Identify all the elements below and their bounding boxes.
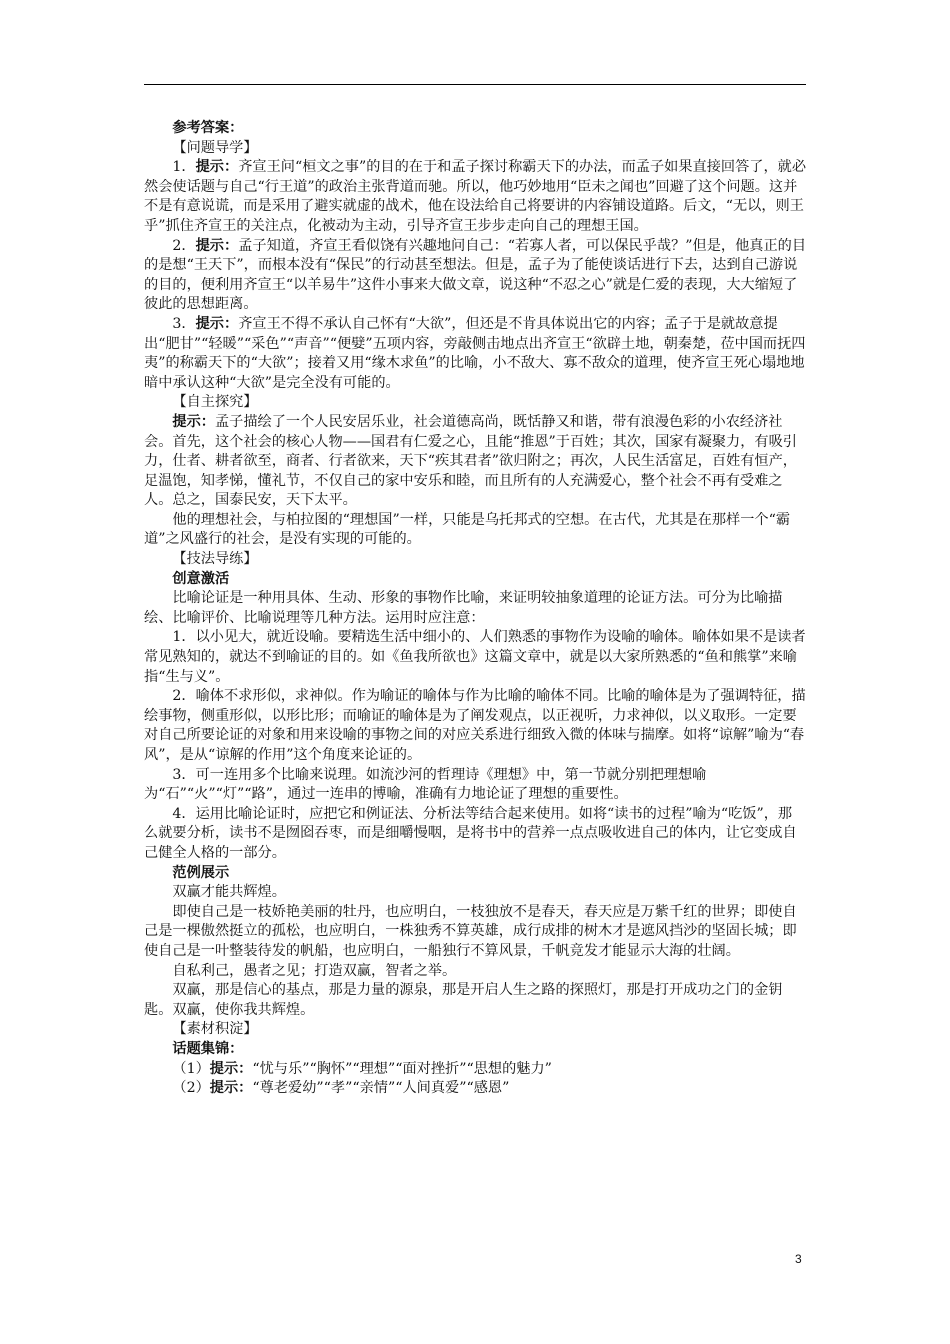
guide-item-1: 1．提示：齐宣王问“桓文之事”的目的在于和孟子探讨称霸天下的办法，而孟子如果直接回答了，就必然会使话题与自己“行王道”的政治主张背道而驰。所以，他巧妙地用“臣未之闻也”回避了这个问题。这并不是有意说谎，而是采用了避实就虚的战术，他在设法给自己将要讲的内容铺设道路。后文，“无以，则王乎”抓住齐宣王的关注点，化被动为主动，引导齐宣王步步走向自己的理想王国。 (144, 159, 807, 234)
document-body (144, 119, 806, 1099)
example-line-2: 即使自己是一枝娇艳美丽的牡丹，也应明白，一枝独放不是春天，春天应是万紫千红的世界；即使自己是一棵傲然挺立的孤松，也应明白，一株独秀不算英雄，成行成排的树木才是遮风挡沙的坚固长城；即使自己是一叶整装待发的帆船，也应明白，一船独行不算风景，千帆竞发才能显示大海的壮阔。 (144, 903, 797, 959)
skills-subheading-creative: 创意激活 (172, 570, 230, 587)
guide-item-2: 2．提示：孟子知道，齐宣王看似饶有兴趣地问自己：“若寡人者，可以保民乎哉？”但是，他真正的目的是想“王天下”，而根本没有“保民”的行动甚至想法。但是，孟子为了能使谈话进行下去，达到自己游说的目的，便利用齐宣王“以羊易牛”这件小事来大做文章，说这种“不忍之心”就是仁爱的表现，大大缩短了彼此的思想距离。 (144, 237, 807, 313)
explore-paragraph: 提示：孟子描绘了一个人民安居乐业，社会道德高尚，既恬静又和谐，带有浪漫色彩的小农经济社会。首先，这个社会的核心人物——国君有仁爱之心，且能“推恩”于百姓；其次，国家有凝聚力，有吸引力，仕者、耕者欲至，商者、行者欲来，天下“疾其君者”欲归附之；再次，人民生活富足，百姓有恒产，足温饱，知孝悌，懂礼节，不仅自己的家中安乐和睦，而且所有的人充满爱心，整个社会不再有受难之人。总之，国泰民安，天下太平。 (144, 413, 797, 509)
example-line-4: 双赢，那是信心的基点，那是力量的源泉，那是开启人生之路的探照灯，那是打开成功之门的金钥匙。双赢，使你我共辉煌。 (144, 982, 783, 1018)
example-line-3: 自私利己，愚者之见；打造双赢，智者之举。 (172, 962, 457, 979)
page-number: 3 (795, 1252, 802, 1266)
answer-title: 参考答案： (172, 120, 244, 136)
material-item-1: （1）提示：“忧与乐”“胸怀”“理想”“面对挫折”“思想的魅力” (172, 1060, 552, 1077)
skills-point-3: 3．可一连用多个比喻来说理。如流沙河的哲理诗《理想》中，第一节就分别把理想喻为“石”“火”“灯”“路”，通过一连串的博喻，准确有力地论证了理想的重要性。 (144, 766, 707, 803)
guide-item-3: 3．提示：齐宣王不得不承认自己怀有“大欲”，但还是不肯具体说出它的内容；孟子于是就故意提出“肥甘”“轻暖”“采色”“声音”“便嬖”五项内容，旁敲侧击地点出齐宣王“欲辟土地，朝秦楚，莅中国而抚四夷”的称霸天下的“大欲”；接着又用“缘木求鱼”的比喻，小不敌大、寡不敌众的道理，使齐宣王死心塌地地暗中承认这种“大欲”是完全没有可能的。 (144, 315, 806, 391)
section-header-explore: 【自主探究】 (172, 394, 258, 411)
skills-point-4: 4．运用比喻论证时，应把它和例证法、分析法等结合起来使用。如将“读书的过程”喻为“吃饭”，那么就要分析，读书不是囫囵吞枣，而是细嚼慢咽，是将书中的营养一点点吸收进自己的体内，让它变成自己健全人格的一部分。 (144, 805, 797, 861)
skills-point-2: 2．喻体不求形似，求神似。作为喻证的喻体与作为比喻的喻体不同。比喻的喻体是为了强调特征，描绘事物，侧重形似，以形比形；而喻证的喻体是为了阐发观点，以正视听，力求神似，以义取形。一定要对自己所要论证的对象和用来设喻的事物之间的对应关系进行细致入微的体味与揣摩。如将“谅解”喻为“春风”，是从“谅解的作用”这个角度来论证的。 (144, 688, 806, 763)
section-header-skills: 【技法导练】 (172, 551, 258, 568)
example-line-1: 双赢才能共辉煌。 (172, 884, 286, 901)
material-subheading: 话题集锦： (172, 1040, 244, 1057)
material-item-2: （2）提示：“尊老爱幼”“孝”“亲情”“人间真爱”“感恩” (172, 1080, 510, 1097)
section-header-guide: 【问题导学】 (172, 139, 258, 156)
section-header-material: 【素材积淀】 (172, 1021, 258, 1038)
header-rule (144, 84, 806, 85)
skills-intro: 比喻论证是一种用具体、生动、形象的事物作比喻，来证明较抽象道理的论证方法。可分为比喻描绘、比喻评价、比喻说理等几种方法。运用时应注意： (144, 590, 783, 626)
explore-paragraph-2: 他的理想社会，与柏拉图的“理想国”一样，只能是乌托邦式的空想。在古代，尤其是在那样一个“霸道”之风盛行的社会，是没有实现的可能的。 (144, 511, 791, 548)
skills-subheading-example: 范例展示 (172, 864, 230, 881)
skills-point-1: 1．以小见大，就近设喻。要精选生活中细小的、人们熟悉的事物作为设喻的喻体。喻体如果不是读者常见熟知的，就达不到喻证的目的。如《鱼我所欲也》这篇文章中，就是以大家所熟悉的“鱼和熊掌”来喻指“生与义”。 (144, 629, 806, 685)
